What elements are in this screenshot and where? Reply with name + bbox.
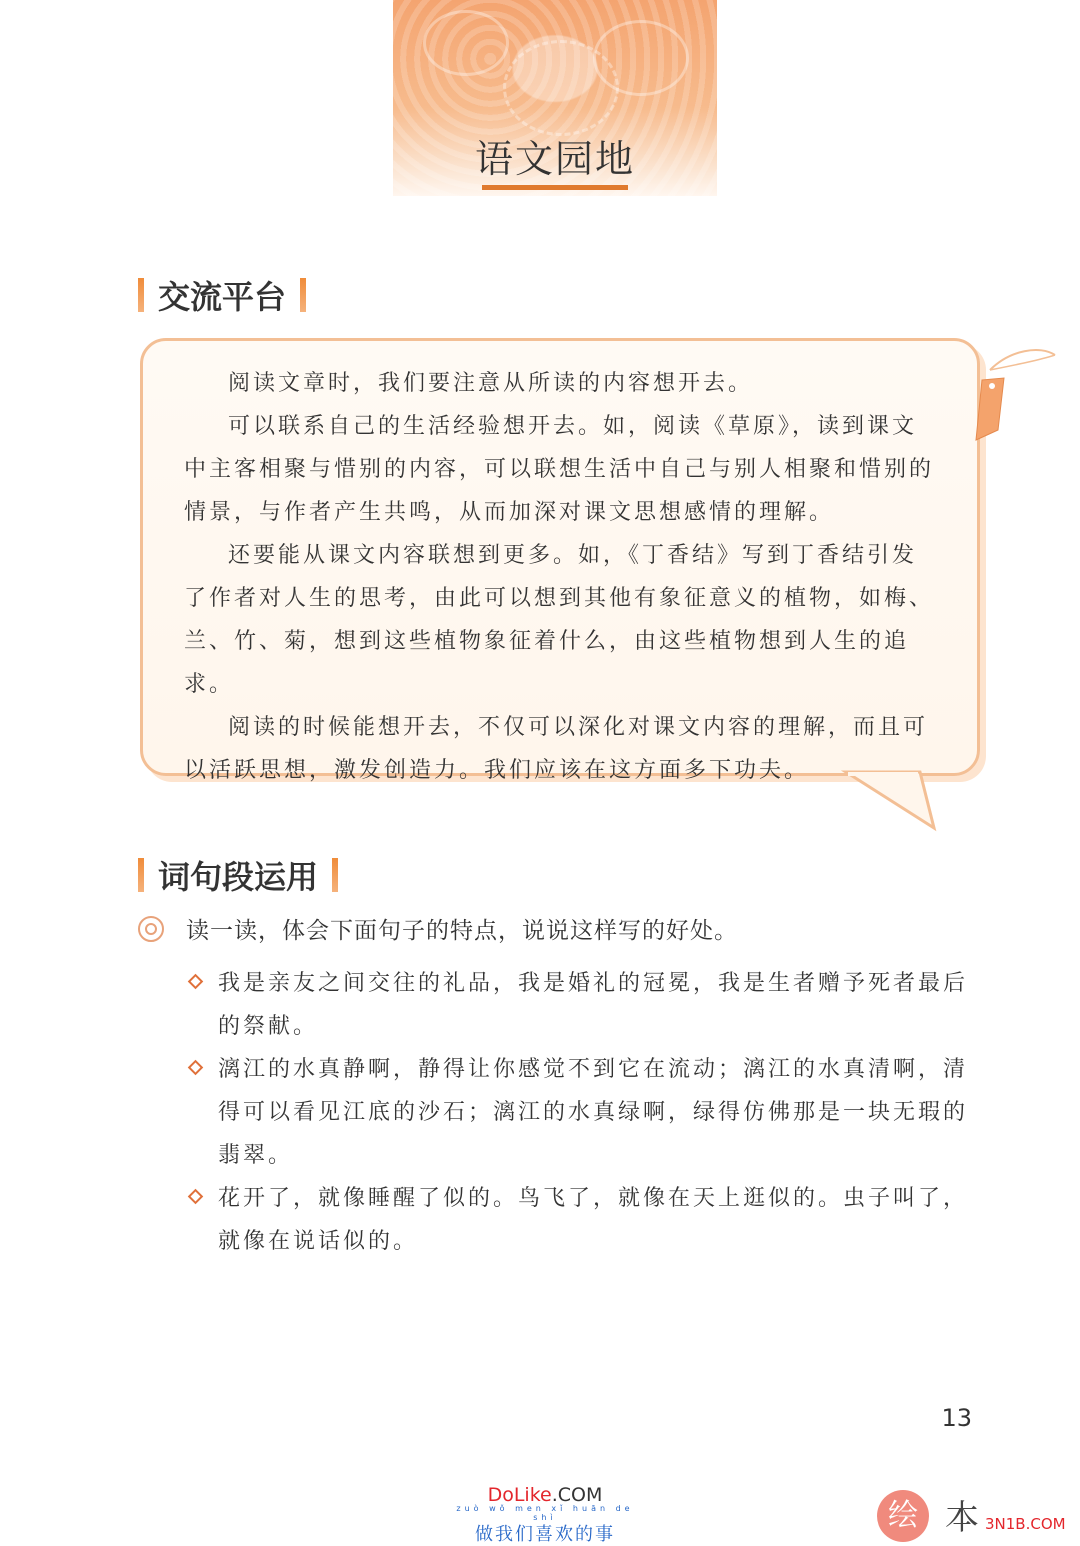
huiben-logo-char: 本 <box>945 1498 979 1538</box>
section-heading-usage <box>138 852 338 898</box>
huiben-logo-icon: 绘 <box>877 1490 929 1542</box>
heading-bar-left <box>138 278 144 312</box>
heading-bar-right <box>332 858 338 892</box>
heading-bar-left <box>138 858 144 892</box>
paragraph: 阅读的时候能想开去，不仅可以深化对课文内容的理解，而且可以活跃思想，激发创造力。我们应该在这方面多下功夫。 <box>184 715 929 783</box>
paragraph: 可以联系自己的生活经验想开去。如，阅读《草原》，读到课文中主客相聚与惜别的内容，可以联想生活中自己与别人相聚和惜别的情景，与作者产生共鸣，从而加深对课文思想感情的理解。 <box>184 414 935 525</box>
title-underline <box>482 185 628 190</box>
banner-swirl <box>503 40 619 136</box>
dolike-slogan: 做我们喜欢的事 <box>475 1524 615 1545</box>
sentence-text: 花开了，就像睡醒了似的。鸟飞了，就像在天上逛似的。虫子叫了，就像在说话似的。 <box>218 1186 969 1254</box>
page-title: 语文园地 <box>474 137 635 181</box>
list-item <box>186 1048 976 1177</box>
paragraph: 阅读文章时，我们要注意从所读的内容想开去。 <box>228 371 754 396</box>
heading-bar-right <box>300 278 306 312</box>
exercise-icon <box>138 916 164 942</box>
section-heading-exchange <box>138 272 306 318</box>
section-heading-text: 词句段运用 <box>158 858 319 896</box>
page-number: 13 <box>941 1404 972 1432</box>
sentence-text: 我是亲友之间交往的礼品，我是婚礼的冠冕，我是生者赠予死者最后的祭献。 <box>218 971 969 1039</box>
diamond-bullet-icon <box>188 1060 204 1076</box>
list-item <box>186 1177 976 1263</box>
dolike-brand: DoLike <box>487 1484 552 1506</box>
header-banner <box>393 0 717 196</box>
tag-icon <box>970 340 1060 450</box>
sentence-list <box>186 962 976 1263</box>
sentence-text: 漓江的水真静啊，静得让你感觉不到它在流动；漓江的水真清啊，清得可以看见江底的沙石；漓江的水真绿啊，绿得仿佛那是一块无瑕的翡翠。 <box>218 1057 969 1168</box>
dolike-site <box>455 1484 635 1506</box>
dolike-pinyin: zuò wǒ men xǐ huān de shì <box>456 1504 634 1522</box>
diamond-bullet-icon <box>188 1189 204 1205</box>
exercise-prompt: 读一读，体会下面句子的特点，说说这样写的好处。 <box>186 918 738 944</box>
banner-swirl <box>423 10 509 76</box>
diamond-bullet-icon <box>188 974 204 990</box>
section-heading-text: 交流平台 <box>158 278 287 316</box>
list-item <box>186 962 976 1048</box>
huiben-site: 3N1B.COM <box>985 1515 1066 1533</box>
exchange-text <box>184 362 940 792</box>
paragraph: 还要能从课文内容联想到更多。如，《丁香结》写到丁香结引发了作者对人生的思考，由此可以想到其他有象征意义的植物，如梅、兰、竹、菊，想到这些植物象征着什么，由这些植物想到人生的追求。 <box>184 543 935 697</box>
dolike-suffix: .COM <box>551 1484 603 1506</box>
